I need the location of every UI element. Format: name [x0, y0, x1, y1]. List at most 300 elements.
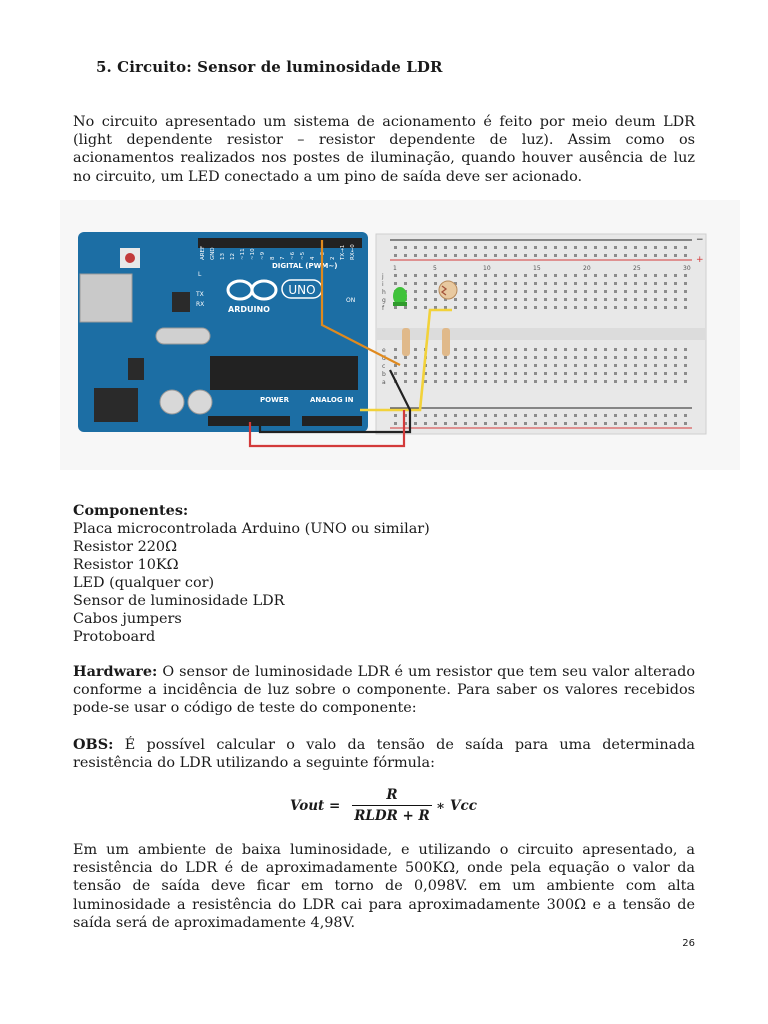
- breadboard-hole: [454, 372, 457, 375]
- breadboard-hole: [654, 364, 657, 367]
- breadboard-hole: [674, 372, 677, 375]
- resistor-220-icon: [402, 328, 410, 356]
- component-item: Sensor de luminosidade LDR: [73, 593, 285, 609]
- breadboard-hole: [584, 274, 587, 277]
- breadboard-hole: [594, 306, 597, 309]
- breadboard-hole: [524, 422, 527, 425]
- breadboard-hole: [424, 290, 427, 293]
- breadboard-hole: [454, 246, 457, 249]
- breadboard-hole: [464, 306, 467, 309]
- breadboard-hole: [514, 274, 517, 277]
- svg-text:TX: TX: [196, 291, 204, 298]
- breadboard-hole: [564, 356, 567, 359]
- breadboard-hole: [674, 246, 677, 249]
- breadboard-hole: [674, 306, 677, 309]
- breadboard-hole: [524, 348, 527, 351]
- breadboard-hole: [484, 274, 487, 277]
- breadboard-hole: [654, 298, 657, 301]
- breadboard-hole: [684, 282, 687, 285]
- breadboard-hole: [434, 414, 437, 417]
- breadboard-hole: [664, 246, 667, 249]
- breadboard-hole: [574, 246, 577, 249]
- breadboard-hole: [404, 254, 407, 257]
- breadboard-hole: [524, 306, 527, 309]
- breadboard-hole: [444, 422, 447, 425]
- fraction-bar: [352, 805, 432, 806]
- breadboard-hole: [504, 348, 507, 351]
- breadboard-hole: [584, 246, 587, 249]
- breadboard-hole: [624, 372, 627, 375]
- breadboard-hole: [544, 290, 547, 293]
- breadboard-hole: [504, 306, 507, 309]
- breadboard-hole: [664, 298, 667, 301]
- breadboard-hole: [484, 254, 487, 257]
- breadboard-hole: [684, 380, 687, 383]
- breadboard-hole: [634, 372, 637, 375]
- breadboard-hole: [534, 306, 537, 309]
- breadboard-hole: [574, 422, 577, 425]
- breadboard-hole: [514, 246, 517, 249]
- breadboard-hole: [464, 290, 467, 293]
- breadboard-hole: [484, 306, 487, 309]
- breadboard-hole: [544, 356, 547, 359]
- breadboard-hole: [594, 282, 597, 285]
- breadboard-hole: [624, 246, 627, 249]
- breadboard-hole: [554, 246, 557, 249]
- breadboard-hole: [624, 254, 627, 257]
- header-pin-label: 4: [310, 256, 316, 260]
- column-number: 15: [533, 265, 541, 272]
- breadboard-hole: [614, 422, 617, 425]
- breadboard-hole: [634, 364, 637, 367]
- led-icon: [393, 287, 407, 306]
- breadboard-hole: [514, 306, 517, 309]
- breadboard-hole: [424, 274, 427, 277]
- breadboard-hole: [454, 356, 457, 359]
- breadboard-hole: [514, 380, 517, 383]
- breadboard-hole: [514, 290, 517, 293]
- header-pin-label: ~6: [290, 251, 296, 260]
- breadboard-hole: [464, 422, 467, 425]
- breadboard-hole: [574, 290, 577, 293]
- breadboard-hole: [464, 298, 467, 301]
- breadboard-hole: [574, 306, 577, 309]
- header-pin-label: RX←0: [350, 244, 356, 260]
- breadboard-hole: [404, 364, 407, 367]
- breadboard-hole: [494, 356, 497, 359]
- breadboard-hole: [654, 306, 657, 309]
- header-pin-label: 13: [220, 253, 226, 260]
- row-letter: a: [382, 379, 386, 386]
- breadboard-hole: [434, 356, 437, 359]
- breadboard-hole: [614, 372, 617, 375]
- breadboard-hole: [444, 254, 447, 257]
- column-number: 5: [433, 265, 437, 272]
- breadboard-hole: [644, 254, 647, 257]
- breadboard-hole: [464, 364, 467, 367]
- breadboard-hole: [444, 414, 447, 417]
- components-list: [73, 520, 430, 646]
- breadboard-hole: [464, 380, 467, 383]
- breadboard-hole: [544, 298, 547, 301]
- column-number: 25: [633, 265, 641, 272]
- column-number: 30: [683, 265, 691, 272]
- breadboard-hole: [604, 372, 607, 375]
- breadboard-hole: [394, 356, 397, 359]
- breadboard-hole: [514, 348, 517, 351]
- breadboard-hole: [404, 246, 407, 249]
- breadboard-hole: [584, 422, 587, 425]
- breadboard-hole: [544, 348, 547, 351]
- breadboard-hole: [594, 372, 597, 375]
- ldr-icon: [439, 281, 457, 299]
- breadboard-hole: [414, 372, 417, 375]
- components-heading: Componentes:: [73, 502, 189, 519]
- breadboard-hole: [394, 246, 397, 249]
- breadboard-hole: [444, 356, 447, 359]
- breadboard-hole: [624, 356, 627, 359]
- breadboard-hole: [554, 282, 557, 285]
- breadboard-hole: [664, 274, 667, 277]
- column-number: 20: [583, 265, 591, 272]
- breadboard-hole: [634, 246, 637, 249]
- breadboard-hole: [654, 414, 657, 417]
- breadboard-hole: [474, 246, 477, 249]
- breadboard-hole: [434, 254, 437, 257]
- breadboard-hole: [624, 348, 627, 351]
- breadboard-hole: [474, 348, 477, 351]
- breadboard-hole: [644, 364, 647, 367]
- breadboard-hole: [434, 306, 437, 309]
- breadboard-hole: [564, 254, 567, 257]
- breadboard-hole: [554, 356, 557, 359]
- breadboard-hole: [474, 274, 477, 277]
- breadboard-hole: [654, 348, 657, 351]
- breadboard-hole: [514, 422, 517, 425]
- breadboard-hole: [644, 246, 647, 249]
- breadboard-hole: [474, 306, 477, 309]
- breadboard-hole: [434, 274, 437, 277]
- breadboard-hole: [554, 274, 557, 277]
- header-pin-label: 12: [230, 253, 236, 260]
- breadboard-hole: [604, 356, 607, 359]
- breadboard-hole: [424, 282, 427, 285]
- breadboard-hole: [634, 306, 637, 309]
- formula-denominator: RLDR + R: [354, 808, 430, 824]
- breadboard-hole: [484, 298, 487, 301]
- breadboard-hole: [564, 274, 567, 277]
- breadboard-hole: [594, 348, 597, 351]
- breadboard-hole: [504, 380, 507, 383]
- svg-text:ON: ON: [346, 297, 356, 304]
- breadboard-hole: [434, 246, 437, 249]
- breadboard-hole: [444, 246, 447, 249]
- breadboard-hole: [614, 348, 617, 351]
- breadboard-hole: [664, 282, 667, 285]
- breadboard-hole: [504, 274, 507, 277]
- breadboard-hole: [554, 290, 557, 293]
- components-section: [73, 502, 430, 646]
- component-item: Resistor 10KΩ: [73, 557, 179, 573]
- breadboard-hole: [584, 364, 587, 367]
- breadboard-hole: [494, 274, 497, 277]
- breadboard-hole: [524, 356, 527, 359]
- breadboard-hole: [564, 422, 567, 425]
- breadboard-hole: [654, 246, 657, 249]
- breadboard-hole: [604, 274, 607, 277]
- breadboard-hole: [574, 372, 577, 375]
- microcontroller-chip: [210, 356, 358, 390]
- header-pin-label: ~9: [260, 251, 266, 260]
- breadboard-hole: [414, 298, 417, 301]
- obs-label: OBS:: [73, 736, 114, 753]
- breadboard-hole: [644, 282, 647, 285]
- breadboard-hole: [474, 290, 477, 293]
- breadboard-hole: [504, 254, 507, 257]
- breadboard-hole: [464, 414, 467, 417]
- breadboard-hole: [514, 414, 517, 417]
- breadboard: [376, 234, 706, 434]
- breadboard-hole: [584, 298, 587, 301]
- component-item: Protoboard: [73, 629, 156, 645]
- breadboard-hole: [684, 422, 687, 425]
- breadboard-hole: [674, 274, 677, 277]
- breadboard-hole: [634, 422, 637, 425]
- breadboard-hole: [574, 356, 577, 359]
- row-letter: j: [382, 273, 384, 280]
- breadboard-hole: [674, 380, 677, 383]
- model-label: UNO: [288, 283, 316, 297]
- component-item: Cabos jumpers: [73, 611, 182, 627]
- breadboard-hole: [674, 414, 677, 417]
- breadboard-hole: [664, 254, 667, 257]
- breadboard-hole: [544, 380, 547, 383]
- arduino-board: [78, 232, 368, 432]
- breadboard-hole: [494, 380, 497, 383]
- breadboard-hole: [444, 364, 447, 367]
- breadboard-hole: [544, 414, 547, 417]
- breadboard-hole: [554, 372, 557, 375]
- breadboard-hole: [484, 246, 487, 249]
- breadboard-hole: [624, 414, 627, 417]
- breadboard-hole: [444, 380, 447, 383]
- breadboard-hole: [404, 372, 407, 375]
- breadboard-hole: [514, 364, 517, 367]
- breadboard-hole: [494, 306, 497, 309]
- breadboard-hole: [654, 290, 657, 293]
- breadboard-hole: [554, 414, 557, 417]
- component-item: Placa microcontrolada Arduino (UNO ou similar): [73, 521, 430, 537]
- breadboard-hole: [464, 254, 467, 257]
- digital-label: DIGITAL (PWM~): [272, 262, 338, 270]
- breadboard-hole: [664, 306, 667, 309]
- breadboard-hole: [524, 414, 527, 417]
- breadboard-hole: [504, 290, 507, 293]
- breadboard-hole: [534, 246, 537, 249]
- breadboard-hole: [524, 372, 527, 375]
- breadboard-hole: [654, 372, 657, 375]
- breadboard-hole: [424, 298, 427, 301]
- breadboard-hole: [604, 306, 607, 309]
- breadboard-hole: [584, 290, 587, 293]
- breadboard-hole: [404, 356, 407, 359]
- breadboard-hole: [504, 356, 507, 359]
- column-number: 10: [483, 265, 491, 272]
- breadboard-hole: [444, 372, 447, 375]
- breadboard-hole: [614, 364, 617, 367]
- breadboard-hole: [624, 274, 627, 277]
- row-letter: e: [382, 347, 386, 354]
- breadboard-hole: [674, 282, 677, 285]
- resistor-10k-icon: [442, 328, 450, 356]
- column-number: 1: [393, 265, 397, 272]
- breadboard-hole: [484, 348, 487, 351]
- breadboard-hole: [614, 254, 617, 257]
- breadboard-hole: [534, 414, 537, 417]
- breadboard-hole: [414, 274, 417, 277]
- breadboard-hole: [434, 282, 437, 285]
- breadboard-hole: [624, 380, 627, 383]
- breadboard-hole: [424, 414, 427, 417]
- breadboard-hole: [684, 306, 687, 309]
- breadboard-hole: [534, 274, 537, 277]
- breadboard-hole: [454, 414, 457, 417]
- analog-header: [302, 416, 362, 426]
- breadboard-hole: [644, 372, 647, 375]
- breadboard-hole: [604, 282, 607, 285]
- breadboard-hole: [534, 254, 537, 257]
- breadboard-hole: [604, 414, 607, 417]
- breadboard-hole: [564, 348, 567, 351]
- header-pin-label: TX→1: [340, 244, 346, 260]
- breadboard-hole: [484, 290, 487, 293]
- breadboard-hole: [414, 422, 417, 425]
- breadboard-hole: [684, 298, 687, 301]
- power-jack-icon: [94, 388, 138, 422]
- breadboard-hole: [544, 364, 547, 367]
- header-pin-label: GND: [210, 247, 216, 260]
- breadboard-hole: [604, 254, 607, 257]
- breadboard-hole: [634, 380, 637, 383]
- row-letter: d: [382, 355, 386, 362]
- breadboard-hole: [444, 274, 447, 277]
- breadboard-hole: [504, 414, 507, 417]
- breadboard-hole: [614, 356, 617, 359]
- hardware-label: Hardware:: [73, 663, 158, 680]
- breadboard-hole: [674, 348, 677, 351]
- breadboard-hole: [474, 372, 477, 375]
- breadboard-hole: [614, 290, 617, 293]
- breadboard-hole: [644, 414, 647, 417]
- breadboard-hole: [514, 282, 517, 285]
- analog-label: ANALOG IN: [310, 396, 354, 404]
- breadboard-hole: [644, 290, 647, 293]
- breadboard-hole: [594, 414, 597, 417]
- component-item: Resistor 220Ω: [73, 539, 178, 555]
- breadboard-hole: [414, 380, 417, 383]
- breadboard-hole: [624, 422, 627, 425]
- breadboard-hole: [504, 282, 507, 285]
- breadboard-hole: [604, 380, 607, 383]
- breadboard-hole: [654, 254, 657, 257]
- breadboard-hole: [584, 306, 587, 309]
- breadboard-hole: [494, 298, 497, 301]
- breadboard-hole: [564, 364, 567, 367]
- hardware-paragraph: Hardware: O sensor de luminosidade LDR é um resistor que tem seu valor alterado conforme a incidência de luz sobre o componente. Para saber os valores recebidos pode-se usar o código de teste do componente:: [73, 663, 695, 717]
- page-number: 26: [682, 938, 695, 949]
- breadboard-hole: [534, 356, 537, 359]
- breadboard-hole: [434, 298, 437, 301]
- breadboard-hole: [604, 298, 607, 301]
- breadboard-hole: [424, 246, 427, 249]
- breadboard-hole: [534, 298, 537, 301]
- breadboard-hole: [544, 422, 547, 425]
- breadboard-hole: [554, 422, 557, 425]
- breadboard-hole: [554, 298, 557, 301]
- breadboard-hole: [404, 380, 407, 383]
- breadboard-hole: [524, 380, 527, 383]
- breadboard-hole: [454, 422, 457, 425]
- component-item: LED (qualquer cor): [73, 575, 215, 591]
- breadboard-hole: [464, 372, 467, 375]
- breadboard-hole: [584, 348, 587, 351]
- breadboard-hole: [434, 364, 437, 367]
- breadboard-hole: [494, 364, 497, 367]
- breadboard-hole: [534, 348, 537, 351]
- breadboard-hole: [394, 422, 397, 425]
- formula-rhs: ∗ Vcc: [436, 798, 477, 814]
- breadboard-hole: [494, 422, 497, 425]
- breadboard-hole: [434, 422, 437, 425]
- breadboard-hole: [574, 274, 577, 277]
- breadboard-hole: [584, 372, 587, 375]
- breadboard-hole: [664, 372, 667, 375]
- breadboard-hole: [544, 306, 547, 309]
- breadboard-hole: [614, 274, 617, 277]
- breadboard-hole: [674, 254, 677, 257]
- breadboard-hole: [404, 306, 407, 309]
- row-letter: b: [382, 371, 386, 378]
- breadboard-hole: [524, 364, 527, 367]
- breadboard-hole: [414, 254, 417, 257]
- breadboard-hole: [524, 298, 527, 301]
- row-letter: c: [382, 363, 386, 370]
- breadboard-hole: [664, 414, 667, 417]
- breadboard-hole: [584, 282, 587, 285]
- breadboard-hole: [684, 414, 687, 417]
- breadboard-hole: [534, 364, 537, 367]
- breadboard-hole: [424, 422, 427, 425]
- breadboard-hole: [574, 380, 577, 383]
- breadboard-hole: [394, 306, 397, 309]
- breadboard-hole: [504, 298, 507, 301]
- breadboard-hole: [534, 380, 537, 383]
- breadboard-hole: [504, 246, 507, 249]
- breadboard-hole: [674, 290, 677, 293]
- breadboard-hole: [644, 306, 647, 309]
- breadboard-hole: [424, 306, 427, 309]
- breadboard-hole: [564, 246, 567, 249]
- breadboard-hole: [484, 380, 487, 383]
- breadboard-hole: [554, 306, 557, 309]
- breadboard-hole: [684, 372, 687, 375]
- breadboard-hole: [514, 298, 517, 301]
- breadboard-hole: [494, 372, 497, 375]
- breadboard-hole: [494, 290, 497, 293]
- breadboard-hole: [634, 254, 637, 257]
- breadboard-hole: [534, 282, 537, 285]
- breadboard-hole: [684, 356, 687, 359]
